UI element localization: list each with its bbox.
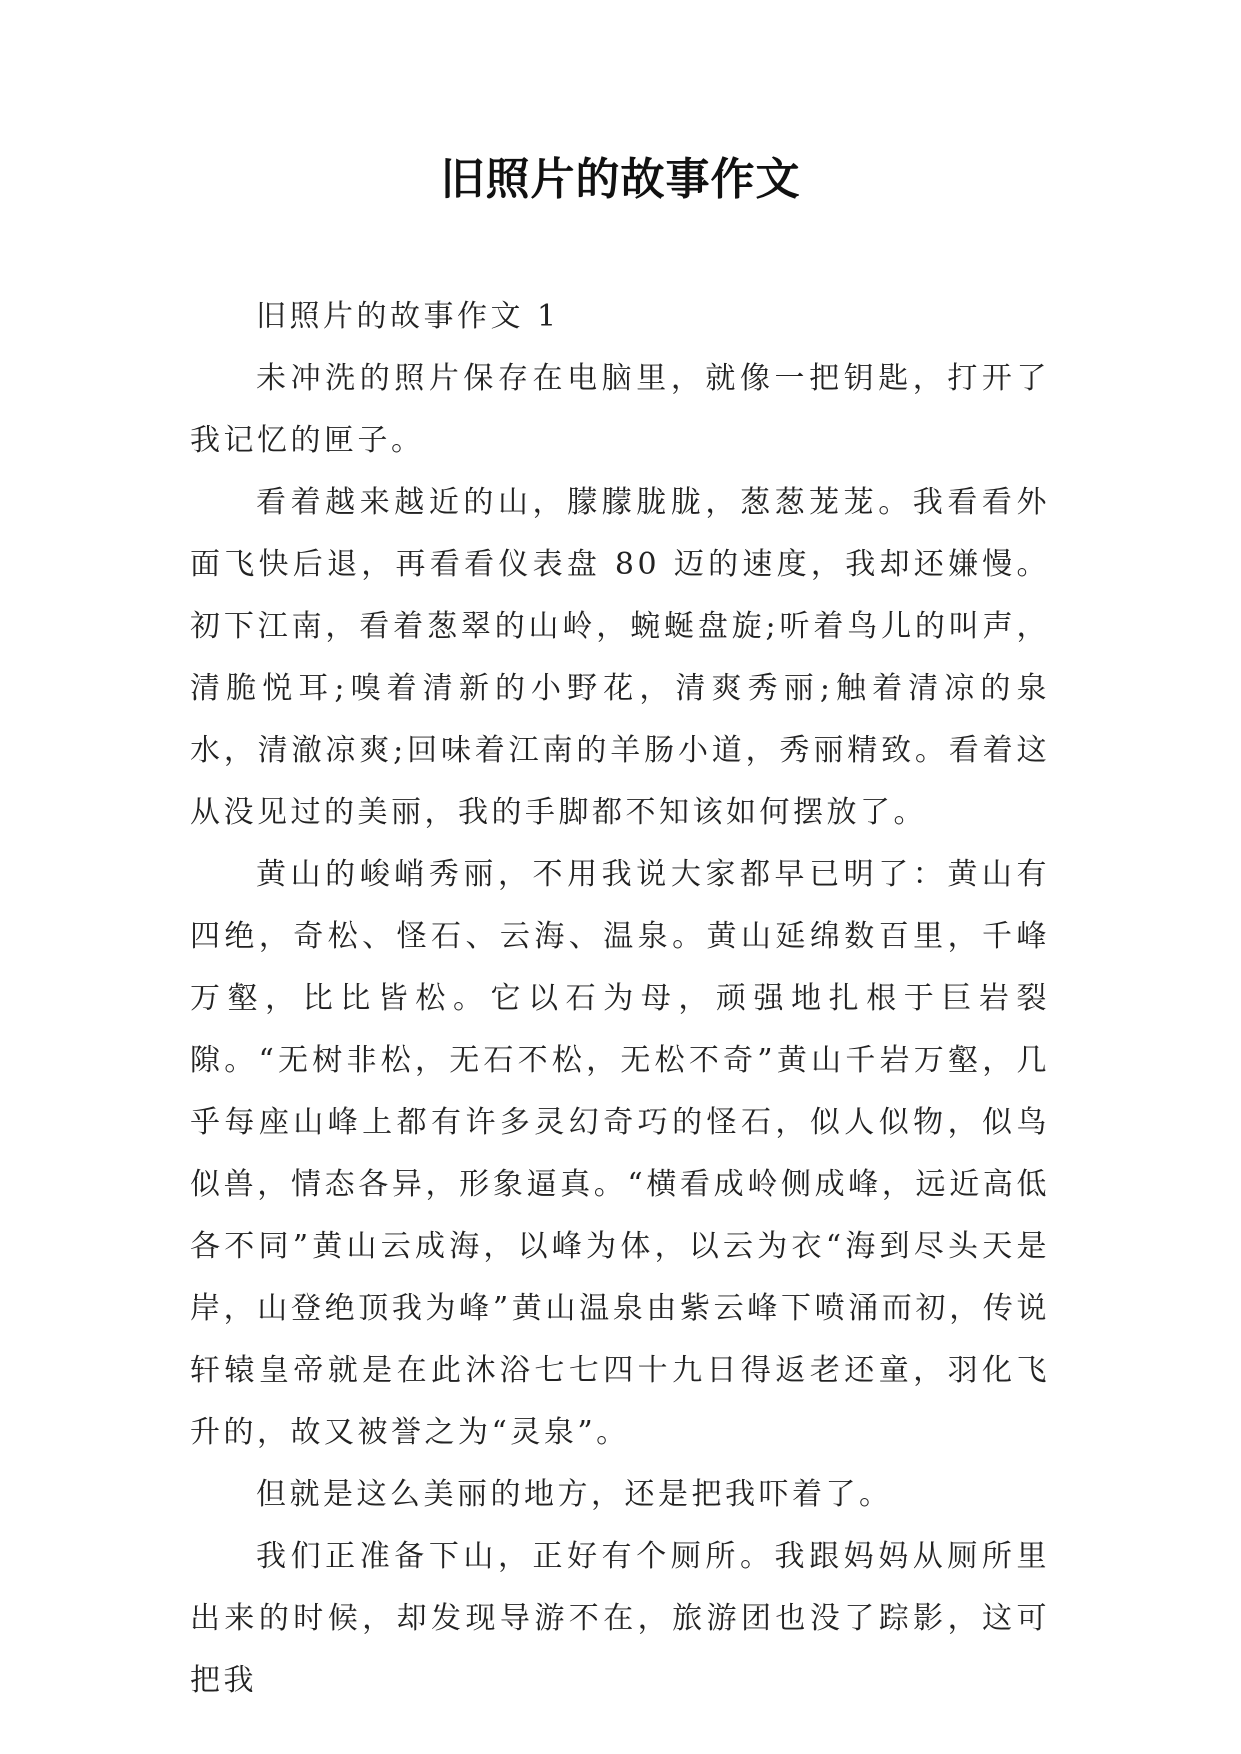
paragraph: 我们正准备下山，正好有个厕所。我跟妈妈从厕所里出来的时候，却发现导游不在，旅游团也没了踪影，这可把我 (190, 1539, 1050, 1698)
section-heading: 旧照片的故事作文 1 (256, 299, 560, 334)
paragraph: 看着越来越近的山，朦朦胧胧，葱葱茏茏。我看看外面飞快后退，再看看仪表盘 80 迈的速度，我却还嫌慢。初下江南，看着葱翠的山岭，蜿蜒盘旋;听着鸟儿的叫声，清脆悦耳;嗅着清新的小野花，清爽秀丽;触着清凉的泉水，清澈凉爽;回味着江南的羊肠小道，秀丽精致。看着这从没见过的美丽，我的手脚都不知该如何摆放了。 (190, 485, 1050, 830)
paragraph: 黄山的峻峭秀丽，不用我说大家都早已明了：黄山有四绝，奇松、怪石、云海、温泉。黄山延绵数百里，千峰万壑，比比皆松。它以石为母，顽强地扎根于巨岩裂隙。“无树非松，无石不松，无松不奇”黄山千岩万壑，几乎每座山峰上都有许多灵幻奇巧的怪石，似人似物，似鸟似兽，情态各异，形象逼真。“横看成岭侧成峰，远近高低各不同”黄山云成海，以峰为体，以云为衣“海到尽头天是岸，山登绝顶我为峰”黄山温泉由紫云峰下喷涌而初，传说轩辕皇帝就是在此沐浴七七四十九日得返老还童，羽化飞升的，故又被誉之为“灵泉”。 (190, 857, 1050, 1450)
paragraph: 但就是这么美丽的地方，还是把我吓着了。 (256, 1477, 893, 1512)
paragraph: 未冲洗的照片保存在电脑里，就像一把钥匙，打开了我记忆的匣子。 (190, 361, 1050, 458)
document-body (190, 286, 1050, 1712)
page-title: 旧照片的故事作文 (440, 154, 801, 205)
